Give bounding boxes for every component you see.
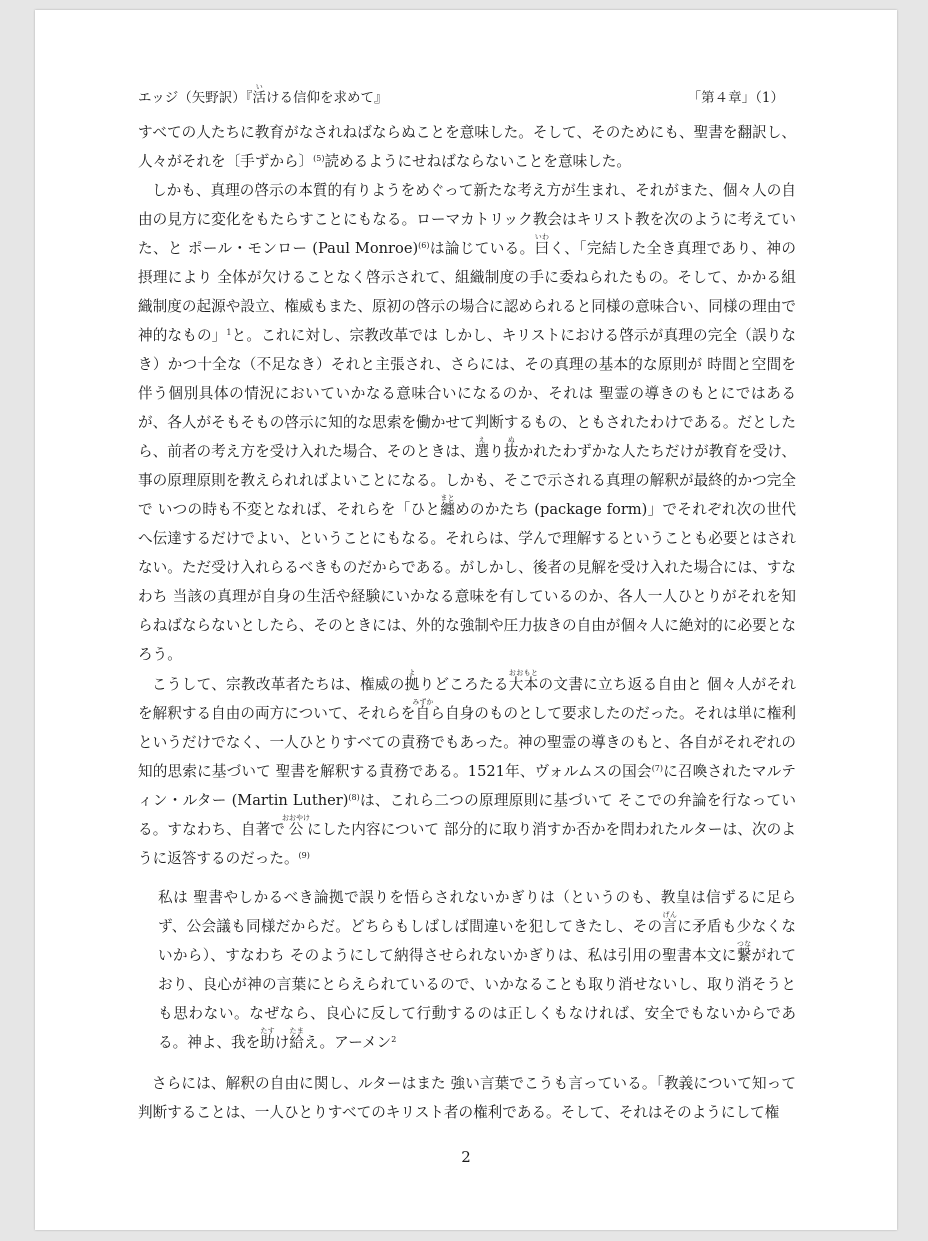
ruby-ooyake: 公おおやけ bbox=[282, 814, 311, 838]
document-page bbox=[35, 10, 897, 1230]
note-ref-9[interactable]: (9) bbox=[298, 851, 310, 860]
note-ref-7[interactable]: (7) bbox=[651, 764, 664, 773]
ruby-mizuka: 自みずか bbox=[412, 698, 434, 722]
ruby-tama: 給たま bbox=[289, 1027, 304, 1051]
header-chapter: 「第４章」（1） bbox=[687, 90, 784, 106]
paragraph-4: さらには、解釈の自由に関し、ルターはまた 強い言葉でこうも言っている。「教義について知って判断することは、一人ひとりすべてのキリスト者の権利である。そして、それはそのようにして権 bbox=[138, 1075, 796, 1121]
ruby-ikeru: 活い bbox=[252, 83, 266, 106]
paragraph-3: こうして、宗教改革者たちは、権威の拠よりどころたる大本おおもとの文書に立ち返る自由と 個々人がそれを解釈する自由の両方について、それらを自みずから自身のものとして要求したのだった。それは単に権利というだけでなく、一人ひとりすべての責務でもあった。神の聖霊の導きのもと、各自がそれぞれの知的思索に基づいて 聖書を解釈する責務である。1521年、ヴォルムスの国会$^{(7)}$に召喚されたマルティン・ルター (Martin Luther)$^{(8)}$は、これら二つの原理原則に基づいて そこでの弁論を行なっている。すなわち、自著で公おおやけにした内容について 部分的に取り消すか否かを問われたルターは、次のように返答するのだった。$^{(9)}$ bbox=[138, 669, 796, 867]
ruby-oomoto: 大本おおもと bbox=[508, 669, 539, 693]
note-ref-6[interactable]: (6) bbox=[418, 241, 430, 250]
paragraph-2: しかも、真理の啓示の本質的有りようをめぐって新たな考え方が生まれ、それがまた、個々人の自由の見方に変化をもたらすことにもなる。ローマカトリック教会はキリスト教を次のように考えていた、と ポール・モンロー (Paul Monroe)$^{(6)}$は論じている。曰いわく、「完結した全き真理であり、神の摂理により 全体が欠けることなく啓示されて、組織制度の手に委ねられたもの。そして、かかる組織制度の起源や設立、権威もまた、原初の啓示の場合に認められると同様の意味合い、同様の理由で神的なもの」$^1$と。これに対し、宗教改革では しかし、キリストにおける啓示が真理の完全（誤りなき）かつ十全な（不足なき）それと主張され、さらには、その真理の基本的な原則が 時間と空間を伴う個別具体の情況においていかなる意味合いになるのか、それは 聖霊の導きのもとにではあるが、各人がそもそもの啓示に知的な思索を働かせて判断するもの、ともされたわけである。だとしたら、前者の考え方を受け入れた場合、そのときは、選えり抜ぬかれたわずかな人たちだけが教育を受け、事の原理原則を教えられればよいことになる。しかも、そこで示される真理の解釈が最終的かつ完全で いつの時も不変となれば、それらを「ひと纏まとめのかたち (package form)」でそれぞれ次の世代へ伝達するだけでよい、ということにもなる。それらは、学んで理解するということも必要とはされない。ただ受け入れらるべきものだからである。がしかし、後者の見解を受け入れた場合には、すなわち 当該の真理が自身の生活や経験にいかなる意味を有しているのか、各人一人ひとりがそれを知らねばならないとしたら、そのときには、外的な強制や圧力抜きの自由が個々人に絶対的に必要となろう。 bbox=[138, 182, 796, 663]
ruby-tsuna: 繋つな bbox=[736, 940, 752, 964]
ruby-mato: 纏まと bbox=[440, 494, 456, 518]
note-ref-2[interactable]: 2 bbox=[391, 1035, 397, 1044]
page-number: 2 bbox=[461, 1148, 471, 1166]
ruby-iwaku: 曰いわ bbox=[534, 233, 550, 257]
page-header bbox=[138, 82, 784, 106]
block-quote-luther: 私は 聖書やしかるべき論拠で誤りを悟らされないかぎりは（というのも、教皇は信ずるに足らず、公会議も同様だからだ。どちらもしばしば間違いを犯してきたし、その言げんに矛盾も少なくないから）、すなわち そのようにして納得させられないかぎりは、私は引用の聖書本文に繋つながれており、良心が神の言葉にとらえられているので、いかなることも取り消せないし、取り消そうとも思わない。なぜなら、良心に反して行動するのは正しくもなければ、安全でもないからである。神よ、我を助たすけ給たまえ。アーメン$^2$ bbox=[158, 889, 796, 1051]
ruby-yo: 拠よ bbox=[404, 669, 420, 693]
body-text bbox=[138, 118, 796, 1127]
ruby-gen: 言げん bbox=[662, 911, 678, 935]
note-ref-1[interactable]: 1 bbox=[226, 328, 232, 337]
ruby-tasu: 助たす bbox=[260, 1027, 275, 1051]
ruby-nu: 抜ぬ bbox=[503, 436, 519, 460]
header-book-title: エッジ（矢野訳）『活いける信仰を求めて』 bbox=[138, 83, 388, 106]
note-ref-8[interactable]: (8) bbox=[348, 793, 360, 802]
paragraph-1: すべての人たちに教育がなされねばならぬことを意味した。そして、そのためにも、聖書を翻訳し、人々がそれを〔手ずから〕$^{(5)}$読めるようにせねばならないことを意味した。 bbox=[138, 124, 796, 170]
note-ref-5[interactable]: (5) bbox=[313, 154, 325, 163]
ruby-era: 選え bbox=[474, 436, 490, 460]
